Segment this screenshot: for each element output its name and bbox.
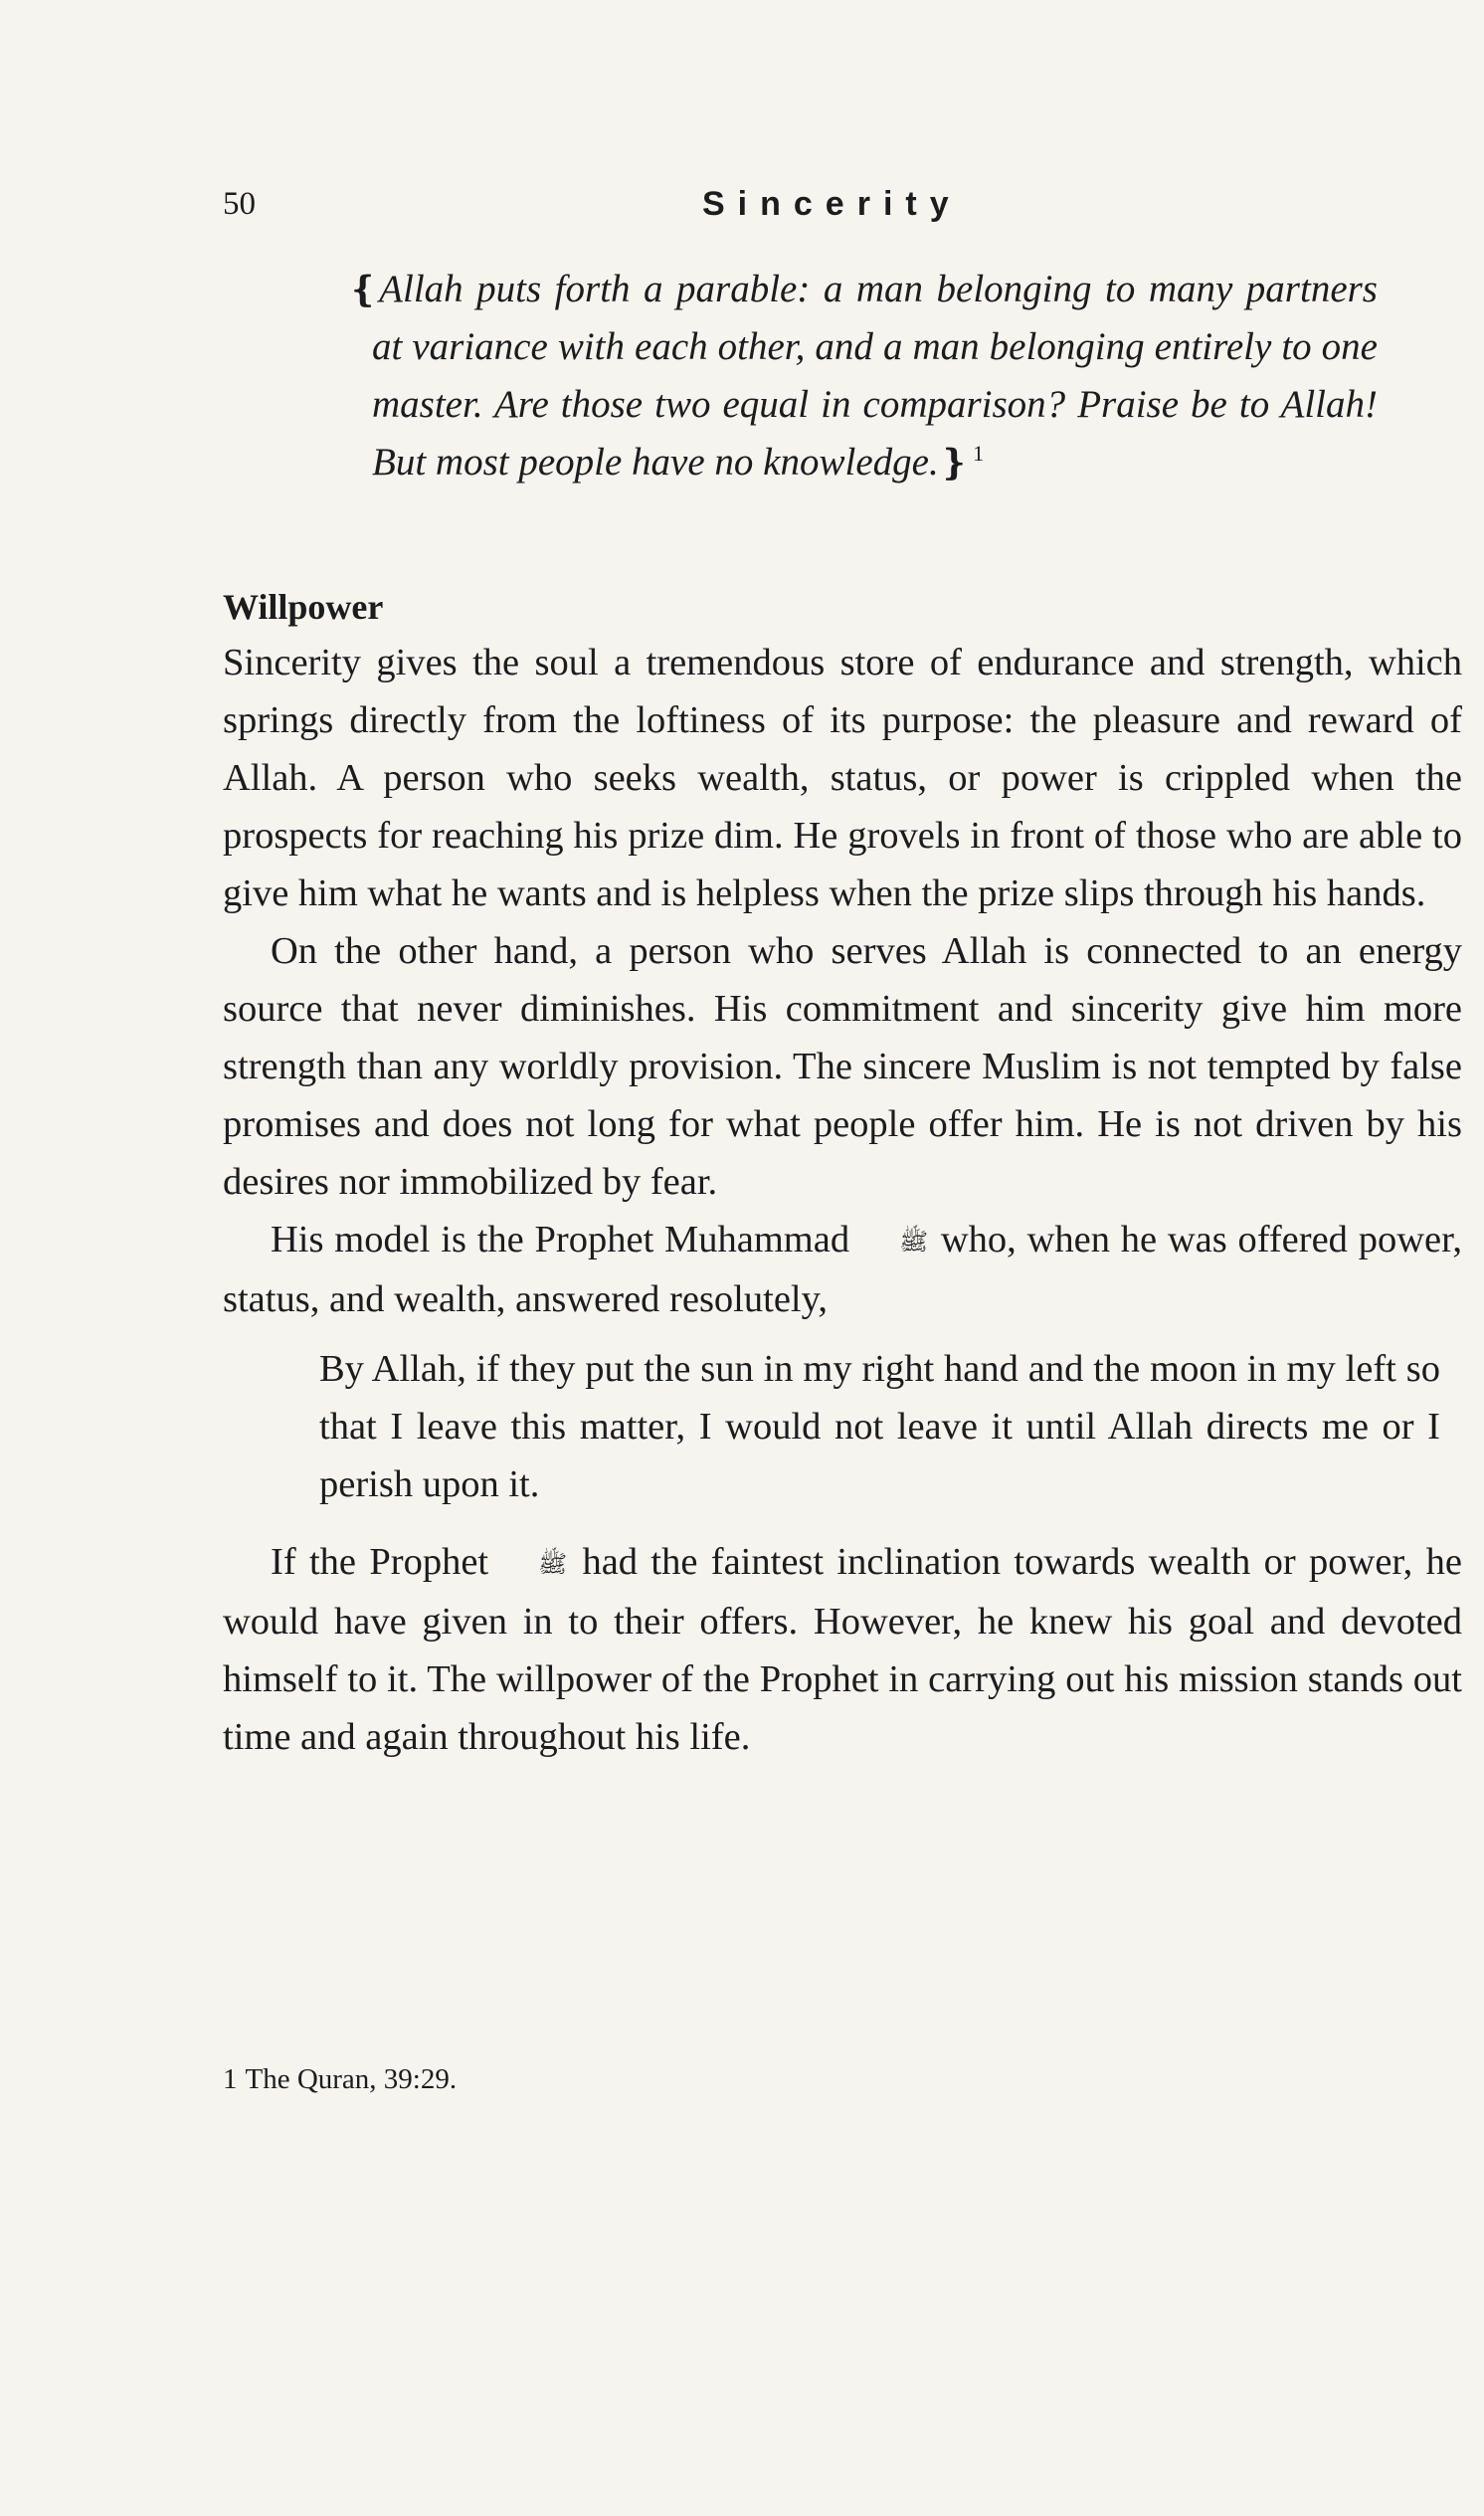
hadith-quotation: By Allah, if they put the sun in my right hand and the moon in my left so that I leave this matter, I would not leave it until Allah directs me or I perish upon it. bbox=[319, 1348, 1440, 1505]
paragraph-2: On the other hand, a person who serves Allah is connected to an energy source that never diminishes. His commitment and sincerity give him more strength than any worldly provision. The sincere Muslim is not tempted by false promises and does not long for what people offer him. He is not driven by his desires nor immobilized by fear. bbox=[223, 930, 1462, 1203]
footnote-number: 1 bbox=[223, 2063, 238, 2095]
section-heading: Willpower bbox=[223, 587, 384, 627]
book-title: Sincerity bbox=[702, 185, 962, 223]
paragraph-3-start: His model is the Prophet Muhammad bbox=[271, 1219, 850, 1260]
salutation-icon: ﷺ bbox=[538, 1550, 568, 1578]
running-header bbox=[223, 182, 1257, 232]
salutation-icon: ﷺ bbox=[899, 1228, 929, 1256]
paragraph-4-end: had the faintest inclination towards wealth or power, he would have given in to their offers. However, he knew his goal and devoted himself to it. The willpower of the Prophet in carrying out his mission stands out time and again throughout his life. bbox=[223, 1541, 1462, 1758]
quote-close-bracket: ❵ bbox=[938, 443, 970, 483]
footnote-text: The Quran, 39:29. bbox=[245, 2063, 458, 2095]
paragraph-4-start: If the Prophet bbox=[271, 1541, 489, 1583]
paragraph-1: Sincerity gives the soul a tremendous store of endurance and strength, which springs directly from the loftiness of its purpose: the pleasure and reward of Allah. A person who seeks wealth, status, or power is crippled when the prospects for reaching his prize dim. He grovels in front of those who are able to give him what he wants and is helpless when the prize slips through his hands. bbox=[223, 642, 1462, 914]
quran-quotation bbox=[348, 261, 1378, 491]
paragraph-3-end: who, when he was offered power, status, and wealth, answered resolutely, bbox=[223, 1219, 1463, 1320]
paragraph-4 bbox=[223, 1533, 1462, 1766]
page-number: 50 bbox=[223, 186, 256, 222]
footnote-reference: 1 bbox=[973, 441, 985, 466]
quote-open-bracket: ❴ bbox=[348, 270, 380, 309]
quran-quote-text: Allah puts forth a parable: a man belonging to many partners at variance with each other, and a man belonging entirely to one master. Are those two equal in comparison? Praise be to Allah! But most people have no knowledge. bbox=[372, 268, 1378, 484]
body-text bbox=[223, 634, 1462, 1766]
paragraph-3 bbox=[223, 1211, 1462, 1328]
footnote bbox=[223, 2059, 457, 2099]
